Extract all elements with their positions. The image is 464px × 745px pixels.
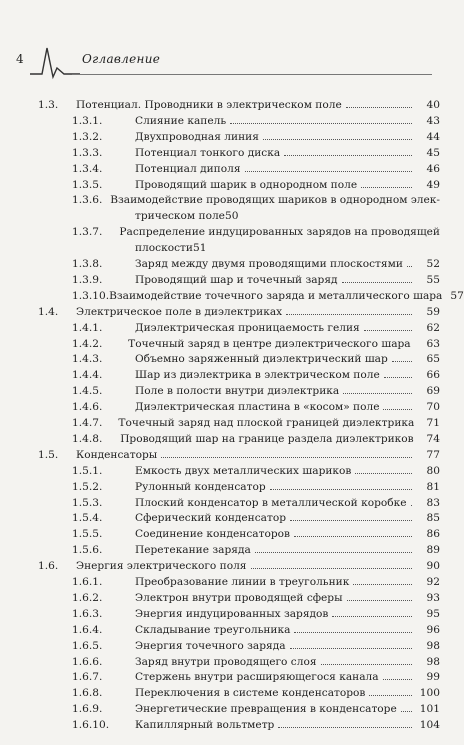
toc-entry-title: Электрон внутри проводящей сферы: [135, 591, 343, 604]
toc-entry-title: Взаимодействие точечного заряда и металлического шара: [109, 289, 443, 302]
toc-entry-title: Складывание треугольника: [135, 623, 291, 636]
toc-entry[interactable]: [72, 464, 440, 478]
toc-entry-number: 1.3.7.: [72, 226, 103, 239]
toc-entry-page: 104: [419, 719, 440, 732]
dot-leader: [392, 352, 412, 362]
toc-entry-page: 77: [426, 448, 440, 461]
toc-entry[interactable]: [72, 591, 440, 605]
toc-entry-title: Проводящий шарик в однородном поле: [135, 178, 358, 191]
toc-entry-page: 92: [426, 576, 440, 588]
toc-entry-number: 1.3.9.: [72, 273, 103, 286]
toc-entry-title: Объемно заряженный диэлектрический шар: [135, 353, 388, 366]
toc-entry-title: Двухпроводная линия: [135, 130, 259, 143]
toc-entry-title: Капиллярный вольтметр: [135, 719, 275, 732]
dot-leader: [384, 368, 412, 378]
toc-entry-page: 65: [426, 353, 440, 366]
header-title: Оглавление: [82, 52, 161, 66]
dot-leader: [332, 607, 412, 617]
toc-entry-title: Потенциал тонкого диска: [135, 146, 281, 159]
toc-entry-number: 1.3.6.: [72, 194, 103, 207]
toc-entry[interactable]: [72, 496, 440, 510]
toc-entry-number: 1.4.4.: [72, 369, 103, 382]
dot-leader: [369, 686, 412, 696]
toc-entry-number: 1.5.: [38, 448, 59, 461]
toc-entry-page: 80: [426, 464, 440, 477]
dot-leader: [251, 559, 413, 569]
toc-entry-page: 86: [426, 528, 440, 541]
dot-leader: [347, 591, 412, 601]
toc-entry-title: Конденсаторы: [76, 448, 158, 461]
toc-entry[interactable]: [72, 639, 440, 653]
dot-leader: [383, 670, 412, 680]
toc-entry-title: Энергетические превращения в конденсаторе: [135, 703, 397, 716]
dot-leader: [342, 273, 412, 283]
toc-entry[interactable]: [72, 543, 440, 557]
dot-leader: [401, 702, 412, 712]
dot-leader: [230, 114, 412, 124]
toc-entry-title: Проводящий шар и точечный заряд: [135, 273, 338, 286]
toc-entry[interactable]: [72, 257, 440, 271]
toc-entry-page: 49: [426, 178, 440, 191]
toc-entry[interactable]: [72, 480, 440, 494]
toc-entry-number: 1.4.5.: [72, 385, 103, 398]
toc-entry[interactable]: [72, 321, 440, 335]
toc-entry-page: 99: [426, 671, 440, 684]
dot-leader: [270, 480, 412, 490]
toc-entry-continuation: [135, 241, 440, 255]
toc-entry-title: Перетекание заряда: [135, 544, 251, 557]
toc-entry-number: 1.4.2.: [72, 337, 103, 350]
dot-leader: [290, 511, 412, 521]
toc-entry-number: 1.6.10.: [72, 719, 110, 732]
toc-entry-title: Диэлектрическая пластина в «косом» поле: [135, 401, 380, 414]
dot-leader: [364, 321, 412, 331]
toc-entry-number: 1.4.1.: [72, 321, 103, 334]
toc-entry-number: 1.3.1.: [72, 114, 103, 127]
toc-entry-page: 81: [426, 480, 440, 493]
dot-leader: [407, 257, 412, 267]
toc-entry-number: 1.5.2.: [72, 480, 103, 493]
toc-entry-number: 1.6.2.: [72, 591, 103, 604]
toc-entry-title: Стержень внутри расширяющегося канала: [135, 671, 379, 684]
toc-entry[interactable]: [38, 305, 440, 319]
toc-entry-page: 83: [426, 496, 440, 509]
toc-entry-title: Точечный заряд над плоской границей диэлектрика: [118, 417, 415, 429]
toc-entry[interactable]: [38, 559, 440, 573]
toc-entry-page: 40: [426, 99, 440, 111]
toc-entry-number: 1.5.5.: [72, 528, 103, 541]
toc-entry[interactable]: [72, 575, 440, 589]
toc-entry-title: Заряд внутри проводящего слоя: [135, 655, 317, 668]
toc-entry-title: Переключения в системе конденсаторов: [135, 687, 366, 700]
dot-leader: [286, 305, 412, 315]
toc-entry-title: Сферический конденсатор: [135, 512, 287, 525]
toc-entry-number: 1.6.: [38, 560, 59, 573]
toc-entry-title: Диэлектрическая проницаемость гелия: [135, 321, 360, 334]
dot-leader: [294, 623, 412, 633]
toc-entry[interactable]: [72, 178, 440, 192]
toc-entry-page: 44: [426, 130, 440, 143]
toc-entry-number: 1.3.8.: [72, 258, 103, 270]
toc-entry-title: Преобразование линии в треугольник: [135, 576, 350, 588]
toc-entry-page: 98: [426, 655, 440, 668]
toc-entry[interactable]: [72, 193, 440, 207]
toc-entry[interactable]: [72, 686, 440, 700]
toc-entry-page: 101: [419, 703, 440, 716]
toc-entry-number: 1.4.6.: [72, 401, 103, 414]
toc-entry-page: 55: [426, 273, 440, 286]
toc-entry-number: 1.5.3.: [72, 496, 103, 509]
toc-entry-number: 1.6.6.: [72, 655, 103, 668]
toc-entry-title: Проводящий шар на границе раздела диэлектриков: [120, 432, 414, 445]
toc-entry-title: Емкость двух металлических шариков: [135, 464, 352, 477]
dot-leader: [346, 98, 412, 108]
toc-entry[interactable]: [72, 607, 440, 621]
dot-leader: [255, 543, 412, 553]
dot-leader: [361, 178, 412, 188]
toc-entry[interactable]: [72, 114, 440, 128]
toc-entry-title: Соединение конденсаторов: [135, 528, 290, 541]
toc-entry-title: Плоский конденсатор в металлической коробке: [135, 496, 407, 509]
dot-leader: [263, 130, 412, 140]
toc-entry-page: 69: [426, 385, 440, 398]
toc-entry-number: 1.4.: [38, 305, 59, 318]
toc-entry[interactable]: [72, 146, 440, 160]
toc-entry-page: 45: [426, 146, 440, 159]
toc-entry-number: 1.3.5.: [72, 178, 103, 191]
toc-entry-page: 71: [426, 417, 440, 429]
toc-entry-number: 1.6.1.: [72, 576, 103, 588]
toc-entry-page: 52: [426, 258, 440, 270]
toc-entry-title: Слияние капель: [135, 114, 227, 127]
toc-entry-page: 63: [426, 337, 440, 350]
toc-entry-number: 1.5.1.: [72, 464, 103, 477]
toc-entry-number: 1.6.4.: [72, 623, 103, 636]
dot-leader: [290, 639, 412, 649]
toc-entry[interactable]: [72, 702, 440, 716]
toc-entry[interactable]: [72, 225, 440, 239]
toc-entry-page: 89: [426, 544, 440, 557]
toc-entry-number: 1.6.9.: [72, 703, 103, 716]
toc-entry-page: 96: [426, 623, 440, 636]
toc-entry[interactable]: [72, 289, 464, 303]
pulse-icon: [30, 44, 80, 78]
toc-entry-page: 57: [450, 289, 464, 302]
dot-leader: [355, 464, 412, 474]
page-number: 4: [16, 52, 24, 66]
toc-entry-page: 59: [426, 305, 440, 318]
toc-entry[interactable]: [72, 384, 440, 398]
toc-entry-number: 1.6.3.: [72, 607, 103, 620]
toc-entry-number: 1.5.6.: [72, 544, 103, 557]
dot-leader: [161, 448, 412, 458]
toc-entry-title: Энергия индуцированных зарядов: [135, 607, 329, 620]
toc-entry-number: 1.6.5.: [72, 639, 103, 652]
toc-entry-page: 70: [426, 401, 440, 414]
dot-leader: [294, 527, 412, 537]
toc-entry-page: 50: [224, 210, 239, 223]
toc-entry-title: Взаимодействие проводящих шариков в однородном элек-: [110, 194, 440, 207]
toc-entry-page: 100: [419, 687, 440, 700]
toc-entry-number: 1.6.7.: [72, 671, 103, 684]
toc-entry-title: Распределение индуцированных зарядов на проводящей: [119, 226, 440, 239]
toc-entry[interactable]: [72, 162, 440, 176]
toc-entry-title: Потенциал. Проводники в электрическом поле: [76, 99, 342, 111]
toc-entry-number: 1.3.10.: [72, 289, 110, 302]
toc-entry[interactable]: [72, 511, 440, 525]
toc-entry[interactable]: [72, 337, 440, 351]
toc-entry-number: 1.3.: [38, 99, 59, 111]
toc-entry-title: Энергия точечного заряда: [135, 639, 286, 652]
header-rule: [72, 74, 432, 75]
toc-entry-page: 95: [426, 607, 440, 620]
toc-entry-page: 46: [426, 162, 440, 175]
toc-entry-number: 1.4.3.: [72, 353, 103, 366]
toc-entry-page: 43: [426, 114, 440, 127]
toc-entry-page: 85: [426, 512, 440, 525]
toc-entry[interactable]: [38, 98, 440, 112]
toc-entry[interactable]: [72, 273, 440, 287]
toc-entry[interactable]: [72, 655, 440, 669]
dot-leader: [321, 655, 412, 665]
dot-leader: [245, 162, 412, 172]
toc-entry-title-cont: плоскости: [135, 242, 193, 255]
toc-entry-number: 1.4.8.: [72, 432, 103, 445]
toc-entry-page: 51: [192, 242, 207, 255]
toc-entry[interactable]: [72, 368, 440, 382]
toc-entry-title: Поле в полости внутри диэлектрика: [135, 385, 340, 398]
dot-leader: [353, 575, 412, 585]
toc-entry-page: 98: [426, 639, 440, 652]
toc-entry[interactable]: [72, 718, 440, 732]
toc-entry-title-cont: трическом поле: [135, 210, 225, 223]
toc-entry[interactable]: [72, 352, 440, 366]
toc-entry-title: Энергия электрического поля: [76, 560, 247, 573]
toc-entry[interactable]: [72, 623, 440, 637]
toc-entry-title: Заряд между двумя проводящими плоскостями: [135, 258, 403, 270]
toc-entry[interactable]: [72, 670, 440, 684]
toc-entry-page: 66: [426, 369, 440, 382]
dot-leader: [383, 400, 412, 410]
running-header: [14, 44, 434, 80]
dot-leader: [343, 384, 412, 394]
toc-entry-page: 62: [426, 321, 440, 334]
toc-entry-continuation: [135, 209, 440, 223]
toc-entry[interactable]: [72, 130, 440, 144]
toc-entry[interactable]: [72, 400, 440, 414]
toc-entry-page: 93: [426, 591, 440, 604]
toc-entry-number: 1.6.8.: [72, 687, 103, 700]
toc-entry-title: Электрическое поле в диэлектриках: [76, 305, 283, 318]
toc-entry-title: Потенциал диполя: [135, 162, 241, 175]
toc-entry-number: 1.3.2.: [72, 130, 103, 143]
dot-leader: [411, 496, 412, 506]
toc-entry[interactable]: [72, 527, 440, 541]
toc-entry-number: 1.3.3.: [72, 146, 103, 159]
toc-entry-page: 74: [426, 432, 440, 445]
toc-entry-title: Шар из диэлектрика в электрическом поле: [135, 369, 380, 382]
toc-entry-page: 90: [426, 560, 440, 573]
toc-entry[interactable]: [72, 416, 440, 430]
dot-leader: [278, 718, 412, 728]
toc-entry-number: 1.3.4.: [72, 162, 103, 175]
toc-entry-number: 1.5.4.: [72, 512, 103, 525]
dot-leader: [284, 146, 412, 156]
toc-entry-number: 1.4.7.: [72, 417, 103, 429]
toc-entry[interactable]: [38, 448, 440, 462]
toc-entry[interactable]: [72, 432, 440, 446]
toc-entry-title: Точечный заряд в центре диэлектрического шара: [128, 337, 411, 350]
toc-entry-title: Рулонный конденсатор: [135, 480, 266, 493]
